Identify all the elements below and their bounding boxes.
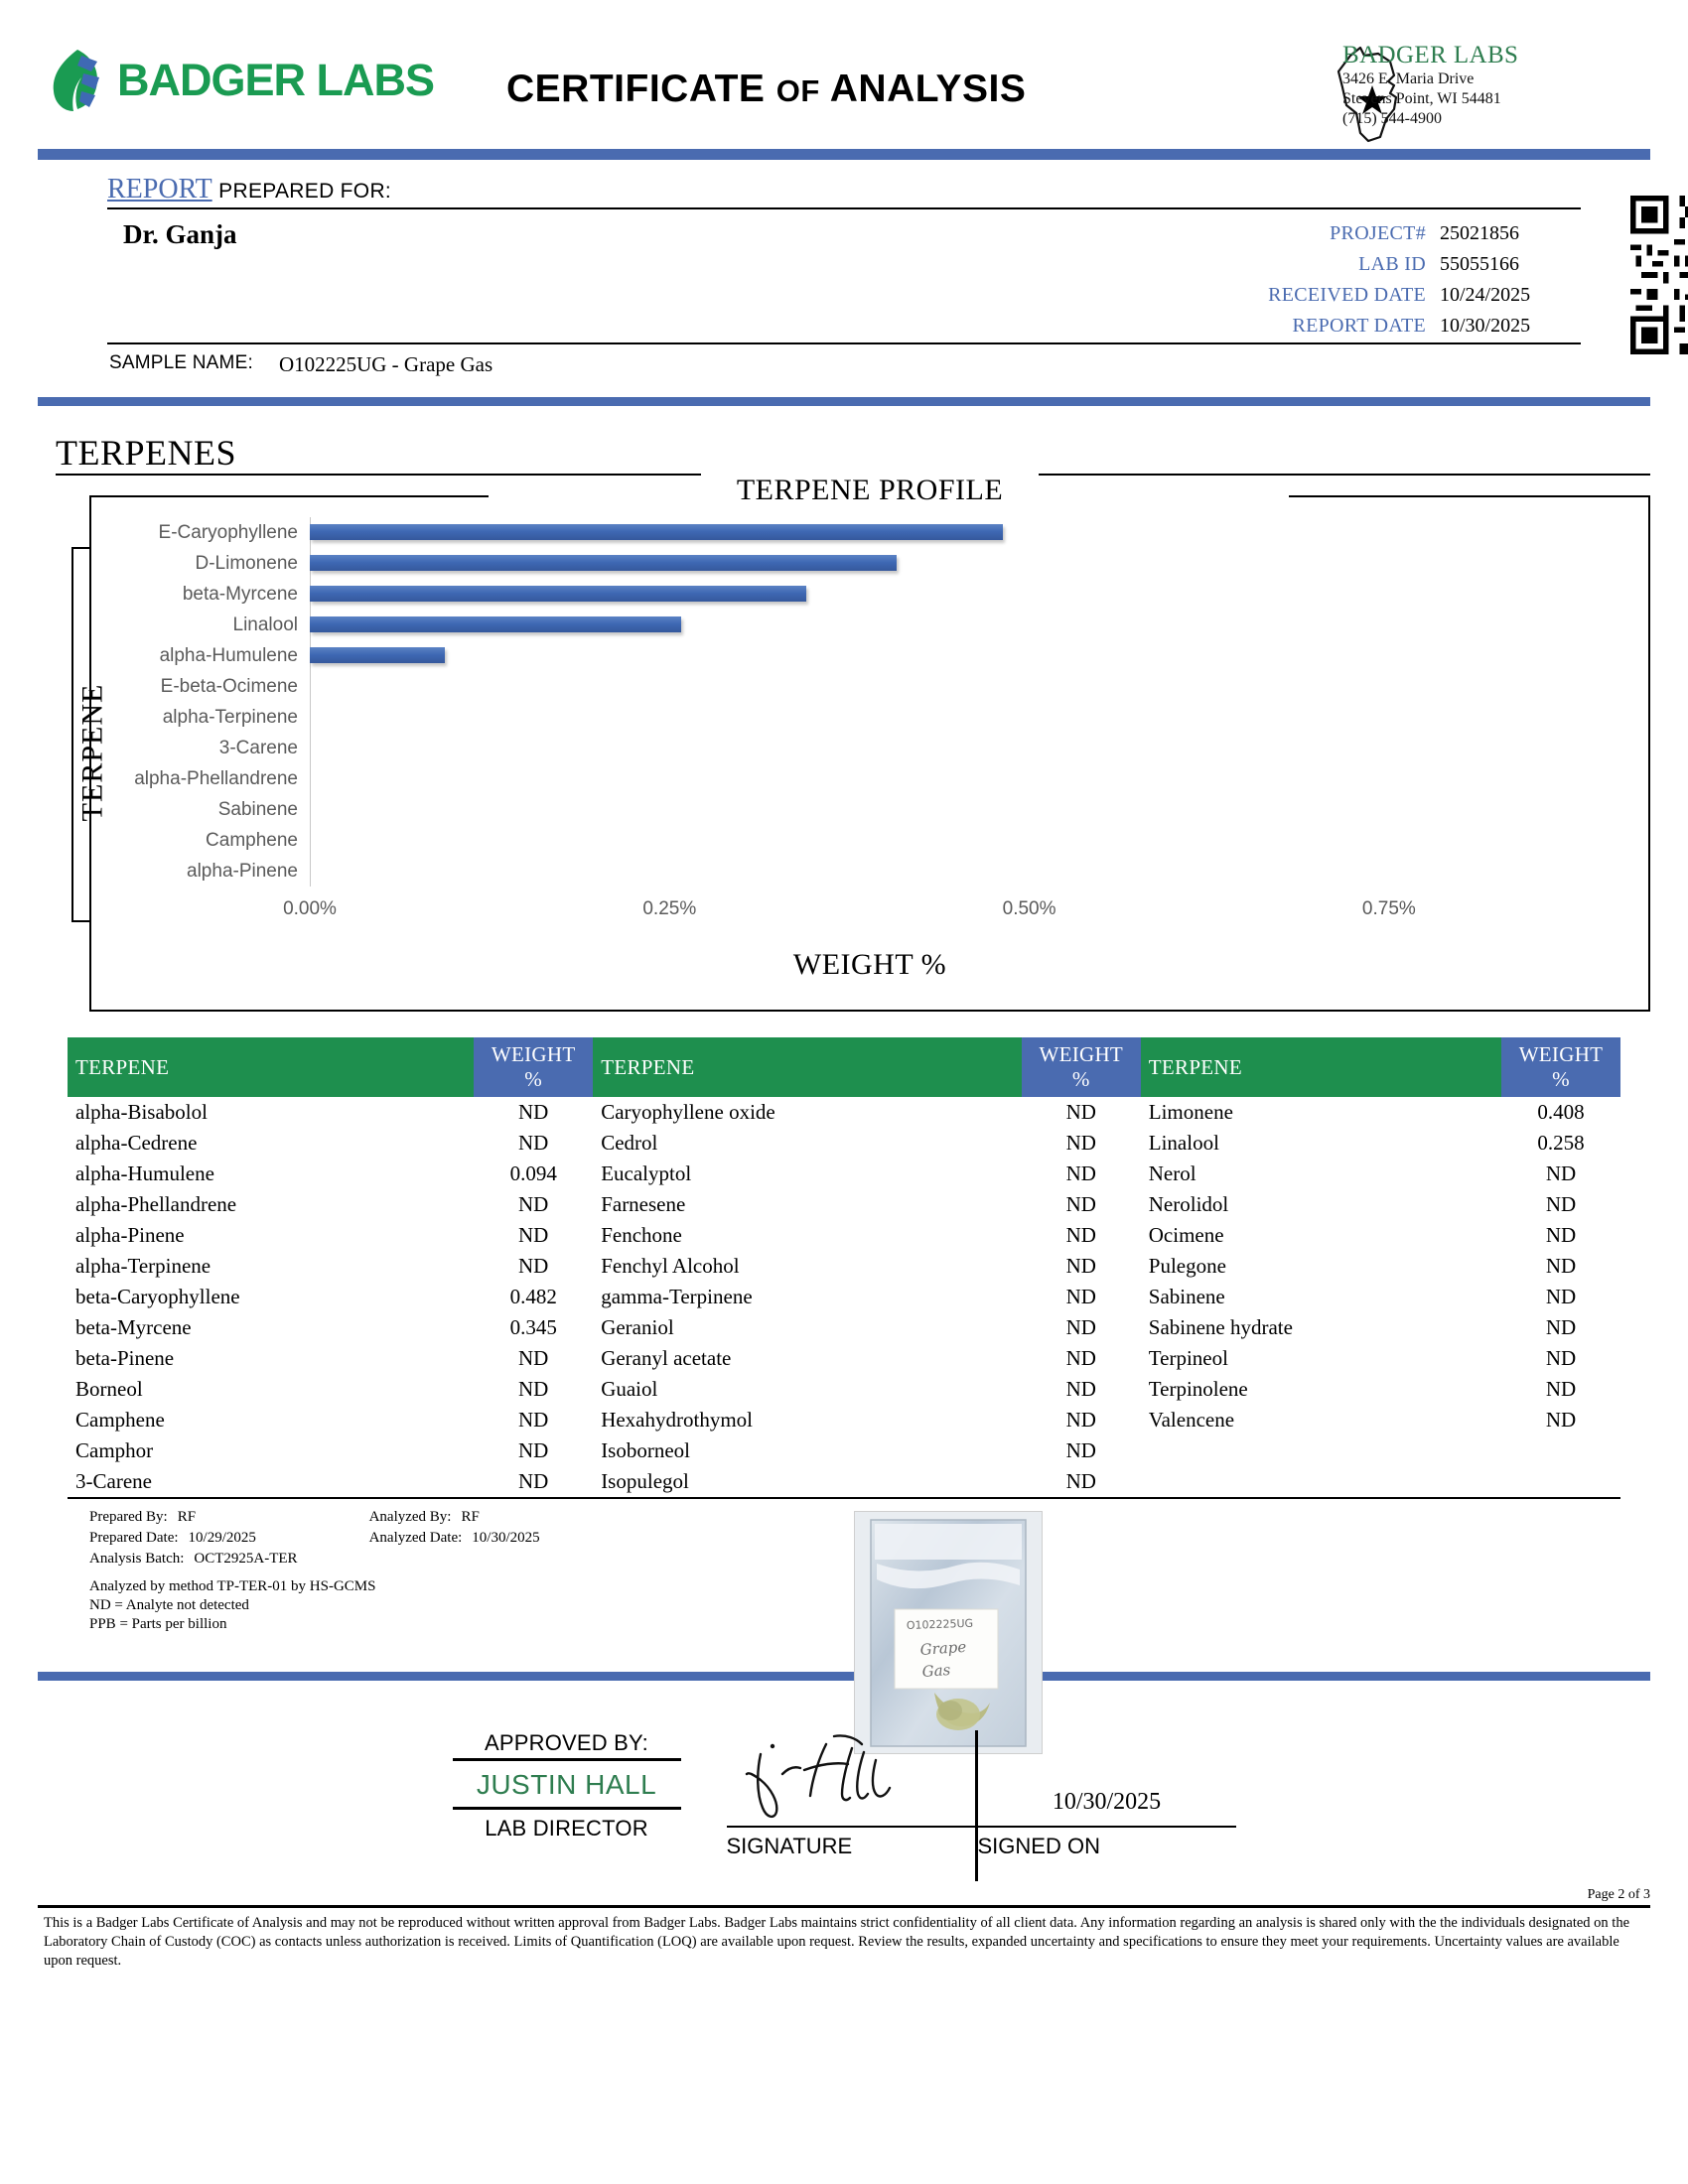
cell-weight-value: ND [1545, 1223, 1577, 1247]
cell-terpene-name: Sabinene hydrate [1148, 1315, 1293, 1339]
table-row [68, 1282, 1620, 1312]
table-row [68, 1343, 1620, 1374]
chart-bar-track [310, 517, 1569, 548]
lab-phone: (715) 544-4900 [1342, 110, 1442, 127]
cell-terpene-name: Fenchone [601, 1223, 682, 1247]
prepared-date-row [89, 1528, 298, 1549]
chart-bar-row [134, 763, 1569, 794]
chart-bar-row [160, 671, 1569, 702]
cell-terpene-name: Geraniol [601, 1315, 674, 1339]
cell-terpene-name [1141, 1435, 1501, 1466]
meta-value-labid: 55055166 [1440, 253, 1519, 275]
cell-terpene-name: beta-Myrcene [75, 1315, 192, 1339]
cell-weight-value: ND [518, 1377, 549, 1401]
table-row [68, 1466, 1620, 1498]
meta-label-labid: LAB ID [1358, 253, 1426, 275]
chart-category-label: Camphene [206, 829, 298, 851]
cell-terpene-name: alpha-Phellandrene [75, 1192, 237, 1216]
cell-weight-value: ND [1065, 1254, 1096, 1278]
chart-bar-row [206, 825, 1569, 856]
chart-bar-track [310, 733, 1569, 763]
cell-weight-value: ND [1022, 1466, 1141, 1498]
cell-weight-value: ND [518, 1223, 549, 1247]
signed-on-date: 10/30/2025 [1052, 1789, 1162, 1815]
analysis-metadata [89, 1507, 1620, 1681]
analyzed-date-label: Analyzed Date: [368, 1530, 463, 1546]
cell-weight-value: ND [1065, 1438, 1096, 1462]
table-row [68, 1220, 1620, 1251]
lab-address-line1: 3426 E. Maria Drive [1342, 70, 1475, 87]
table-row [68, 1405, 1620, 1435]
title-of: OF [775, 73, 820, 108]
chart-category-label: alpha-Humulene [159, 644, 298, 666]
brand-logo-text: BADGER LABS [117, 55, 435, 105]
chart-bar-track [310, 702, 1569, 733]
cell-weight-value: ND [474, 1466, 593, 1498]
cell-weight-value: ND [518, 1408, 549, 1432]
prepared-for-word: PREPARED FOR: [218, 180, 392, 203]
analyzed-date-row [369, 1528, 540, 1549]
chart-bar-track [310, 640, 1569, 671]
signature-image [727, 1730, 975, 1826]
prepared-date-value: 10/29/2025 [188, 1530, 256, 1546]
report-prepared-for-heading [107, 174, 1581, 209]
cell-terpene-name: Borneol [75, 1377, 143, 1401]
signature-label: SIGNATURE [726, 1834, 853, 1858]
chart-bar-track [310, 763, 1569, 794]
analysis-batch-value: OCT2925A-TER [194, 1551, 298, 1567]
approver-role: LAB DIRECTOR [485, 1816, 648, 1841]
cell-weight-value: 0.094 [509, 1161, 557, 1185]
chart-category-label: D-Limonene [195, 552, 298, 574]
column-header-terpene: TERPENE [593, 1037, 1022, 1097]
cell-weight-value: ND [1545, 1254, 1577, 1278]
cell-weight-value: ND [1065, 1192, 1096, 1216]
top-blue-divider [38, 149, 1650, 160]
approval-row [0, 1708, 1688, 1881]
report-info-row [107, 209, 1581, 342]
sample-name-label: SAMPLE NAME: [109, 352, 253, 373]
report-info-section [38, 174, 1650, 385]
cell-weight-value: ND [1065, 1377, 1096, 1401]
column-header-weight: WEIGHT % [1022, 1037, 1141, 1097]
results-table [68, 1037, 1620, 1499]
cell-terpene-name: Guaiol [601, 1377, 658, 1401]
cell-weight-value: ND [518, 1254, 549, 1278]
cell-terpene-name: Camphor [75, 1438, 154, 1462]
chart-bar-track [310, 548, 1569, 579]
cell-weight-value: ND [1065, 1315, 1096, 1339]
table-row [68, 1097, 1620, 1128]
lab-name: BADGER LABS [1342, 42, 1519, 68]
chart-category-label: E-Caryophyllene [158, 521, 298, 543]
chart-category-label: alpha-Pinene [187, 860, 298, 882]
column-header-terpene: TERPENE [68, 1037, 474, 1097]
chart-x-tick: 0.00% [283, 898, 337, 919]
meta-label-project: PROJECT# [1330, 222, 1426, 244]
chart-body [75, 495, 1648, 1010]
chart-bar-row [182, 579, 1569, 610]
cell-weight-value: ND [518, 1192, 549, 1216]
chart-x-axis-ticks [283, 898, 1569, 944]
table-row [1268, 250, 1579, 279]
cell-weight-value: ND [518, 1438, 549, 1462]
cell-terpene-name: Farnesene [601, 1192, 686, 1216]
chart-bar-row [232, 610, 1569, 640]
chart-bar [310, 555, 897, 571]
approval-section [0, 1708, 1688, 1887]
cell-terpene-name: alpha-Cedrene [75, 1131, 198, 1155]
cell-weight-value [1501, 1466, 1620, 1498]
cell-weight-value: ND [518, 1100, 549, 1124]
note-ppb: PPB = Parts per billion [89, 1616, 227, 1632]
chart-bar-track [310, 856, 1569, 887]
cell-terpene-name [1141, 1466, 1501, 1498]
cell-terpene-name: gamma-Terpinene [601, 1285, 753, 1308]
approver-name: JUSTIN HALL [453, 1761, 681, 1810]
meta-value-reportdate: 10/30/2025 [1440, 315, 1531, 337]
chart-category-label: Linalool [232, 614, 298, 635]
table-row [1268, 281, 1579, 310]
cell-weight-value: ND [1545, 1285, 1577, 1308]
chart-x-tick: 0.25% [642, 898, 697, 919]
table-row [68, 1435, 1620, 1466]
cell-weight-value: 0.408 [1537, 1100, 1585, 1124]
prepared-by-row [89, 1507, 298, 1528]
cell-terpene-name: Terpinolene [1148, 1377, 1248, 1401]
chart-bar-row [195, 548, 1569, 579]
report-word: REPORT [107, 174, 212, 205]
section-blue-divider [38, 397, 1650, 406]
chart-x-tick: 0.50% [1002, 898, 1056, 919]
chart-title: TERPENE PROFILE [701, 474, 1039, 507]
cell-weight-value: ND [1545, 1192, 1577, 1216]
approved-by-block [453, 1730, 681, 1842]
analyzed-by-value: RF [461, 1509, 480, 1525]
chart-bar-row [187, 856, 1569, 887]
terpene-profile-chart [75, 474, 1650, 1012]
cell-terpene-name: alpha-Bisabolol [75, 1100, 208, 1124]
table-row [1268, 219, 1579, 248]
prepared-date-label: Prepared Date: [89, 1530, 179, 1546]
table-row [68, 1312, 1620, 1343]
cell-weight-value: 0.258 [1537, 1131, 1585, 1155]
analysis-batch-row [89, 1549, 298, 1570]
analyzed-column [369, 1507, 540, 1570]
chart-bar [310, 586, 806, 602]
table-row [68, 1251, 1620, 1282]
table-header-row [68, 1037, 1620, 1097]
chart-bar-row [162, 702, 1569, 733]
svg-text:Gas: Gas [921, 1661, 951, 1681]
cell-terpene-name: Geranyl acetate [601, 1346, 732, 1370]
cell-weight-value: ND [1545, 1346, 1577, 1370]
chart-y-axis-label: TERPENE [75, 683, 109, 822]
page-header [0, 0, 1688, 149]
cell-terpene-name: Eucalyptol [601, 1161, 692, 1185]
signed-on-block [978, 1730, 1236, 1859]
chart-plot-area [134, 517, 1569, 887]
cell-weight-value: ND [1065, 1131, 1096, 1155]
leaf-logo-icon [48, 48, 103, 113]
cell-weight-value: 0.345 [509, 1315, 557, 1339]
cell-weight-value: ND [1065, 1161, 1096, 1185]
table-row [68, 1189, 1620, 1220]
cell-terpene-name: Ocimene [1148, 1223, 1224, 1247]
lab-address-line2: Stevens Point, WI 54481 [1342, 90, 1501, 107]
meta-value-project: 25021856 [1440, 222, 1519, 244]
table-row [1268, 312, 1579, 341]
chart-bar-row [217, 794, 1569, 825]
cell-weight-value: ND [518, 1131, 549, 1155]
analysis-batch-label: Analysis Batch: [89, 1551, 185, 1567]
chart-bar [310, 616, 681, 632]
cell-terpene-name: Fenchyl Alcohol [601, 1254, 740, 1278]
cell-terpene-name: alpha-Pinene [75, 1223, 185, 1247]
chart-category-label: E-beta-Ocimene [160, 675, 298, 697]
prepared-column [89, 1507, 298, 1570]
cell-terpene-name: Caryophyllene oxide [601, 1100, 775, 1124]
client-name: Dr. Ganja [123, 219, 237, 249]
cell-terpene-name: Terpineol [1148, 1346, 1228, 1370]
approved-by-label: APPROVED BY: [453, 1730, 681, 1761]
brand-logo [48, 48, 434, 113]
prepared-by-label: Prepared By: [89, 1509, 168, 1525]
column-header-weight: WEIGHT % [474, 1037, 593, 1097]
terpenes-section-heading [38, 432, 1650, 474]
cell-terpene-name: Pulegone [1148, 1254, 1226, 1278]
chart-x-tick: 0.75% [1361, 898, 1416, 919]
cell-terpene-name: Sabinene [1148, 1285, 1225, 1308]
cell-weight-value: ND [1065, 1346, 1096, 1370]
chart-category-label: alpha-Phellandrene [134, 767, 298, 789]
cell-terpene-name: Isopulegol [593, 1466, 1022, 1498]
sample-name-row [107, 344, 1581, 385]
cell-weight-value: ND [1065, 1223, 1096, 1247]
cell-weight-value: ND [1545, 1315, 1577, 1339]
cell-weight-value: ND [1065, 1100, 1096, 1124]
cell-weight-value: ND [1545, 1408, 1577, 1432]
chart-category-label: 3-Carene [218, 737, 298, 758]
analyzed-by-label: Analyzed By: [368, 1509, 452, 1525]
footer-disclaimer: This is a Badger Labs Certificate of Analysis and may not be reproduced without written approval from Badger Labs. Badger Labs maintains strict confidentiality of all client data. Any information regarding an analysis is shared only with the the individuals designated on the Laboratory Chain of Custody (COC) as contacts unless authorization is received. Limits of Quantification (LOQ) are available upon request. Review the results, expanded uncertainty and specifications to ensure they meet your requirements. Uncertainty values are available upon request. [44, 1915, 1630, 1969]
chart-bar-track [310, 794, 1569, 825]
note-method: Analyzed by method TP-TER-01 by HS-GCMS [89, 1578, 376, 1594]
chart-bar-track [310, 610, 1569, 640]
cell-weight-value: ND [1065, 1408, 1096, 1432]
title-end: ANALYSIS [829, 68, 1027, 110]
cell-weight-value: ND [1545, 1377, 1577, 1401]
lab-address-block [1342, 42, 1650, 129]
qr-code[interactable] [1630, 196, 1688, 354]
cell-weight-value: ND [1545, 1161, 1577, 1185]
column-header-terpene: TERPENE [1141, 1037, 1501, 1097]
cell-terpene-name: alpha-Terpinene [75, 1254, 211, 1278]
chart-bar-row [159, 640, 1569, 671]
column-header-weight: WEIGHT % [1501, 1037, 1620, 1097]
chart-bar-row [158, 517, 1569, 548]
analyzed-date-value: 10/30/2025 [472, 1530, 540, 1546]
chart-category-label: beta-Myrcene [182, 583, 298, 605]
cell-terpene-name: Nerol [1148, 1161, 1196, 1185]
terpene-results-table [68, 1037, 1620, 1499]
cell-terpene-name: 3-Carene [68, 1466, 474, 1498]
chart-bar-row [218, 733, 1569, 763]
meta-value-received: 10/24/2025 [1440, 284, 1531, 306]
chart-category-label: Sabinene [217, 798, 298, 820]
cell-terpene-name: beta-Pinene [75, 1346, 175, 1370]
page-number: Page 2 of 3 [1587, 1887, 1650, 1902]
cell-weight-value: ND [1065, 1285, 1096, 1308]
cell-weight-value: 0.482 [509, 1285, 557, 1308]
chart-bar [310, 524, 1003, 540]
cell-terpene-name: beta-Caryophyllene [75, 1285, 240, 1308]
cell-terpene-name: alpha-Humulene [75, 1161, 214, 1185]
cell-terpene-name: Nerolidol [1148, 1192, 1229, 1216]
page-title [506, 68, 1026, 111]
cell-terpene-name: Limonene [1148, 1100, 1233, 1124]
approval-blue-divider [38, 1672, 1650, 1681]
sample-name-value: O102225UG - Grape Gas [278, 352, 493, 376]
chart-bar [310, 647, 445, 663]
svg-text:Grape: Grape [919, 1637, 967, 1659]
table-row [68, 1159, 1620, 1189]
signature-block [727, 1730, 975, 1859]
cell-terpene-name: Camphene [75, 1408, 165, 1432]
note-nd: ND = Analyte not detected [89, 1597, 249, 1613]
chart-bar-track [310, 579, 1569, 610]
cell-weight-value [1501, 1435, 1620, 1466]
signed-on-label: SIGNED ON [977, 1834, 1100, 1858]
title-main: CERTIFICATE [506, 68, 766, 110]
chart-x-axis-label: WEIGHT % [775, 948, 964, 981]
prepared-by-value: RF [177, 1509, 197, 1525]
chart-bar-track [310, 671, 1569, 702]
meta-label-reportdate: REPORT DATE [1292, 315, 1426, 337]
cell-terpene-name: Cedrol [601, 1131, 658, 1155]
report-meta-table [1266, 217, 1581, 342]
footer-rule [38, 1905, 1650, 1908]
meta-label-received: RECEIVED DATE [1268, 284, 1426, 306]
cell-terpene-name: Hexahydrothymol [601, 1408, 753, 1432]
cell-weight-value: ND [518, 1346, 549, 1370]
cell-terpene-name: Isoborneol [601, 1438, 691, 1462]
svg-text:O102225UG: O102225UG [906, 1616, 974, 1632]
table-row [68, 1374, 1620, 1405]
chart-category-label: alpha-Terpinene [162, 706, 298, 728]
cell-terpene-name: Linalool [1148, 1131, 1219, 1155]
table-row [68, 1128, 1620, 1159]
chart-bar-track [310, 825, 1569, 856]
section-title: TERPENES [56, 433, 237, 473]
cell-terpene-name: Valencene [1148, 1408, 1235, 1432]
chart-x-axis-title-wrap [111, 948, 1628, 982]
analyzed-by-row [369, 1507, 540, 1528]
